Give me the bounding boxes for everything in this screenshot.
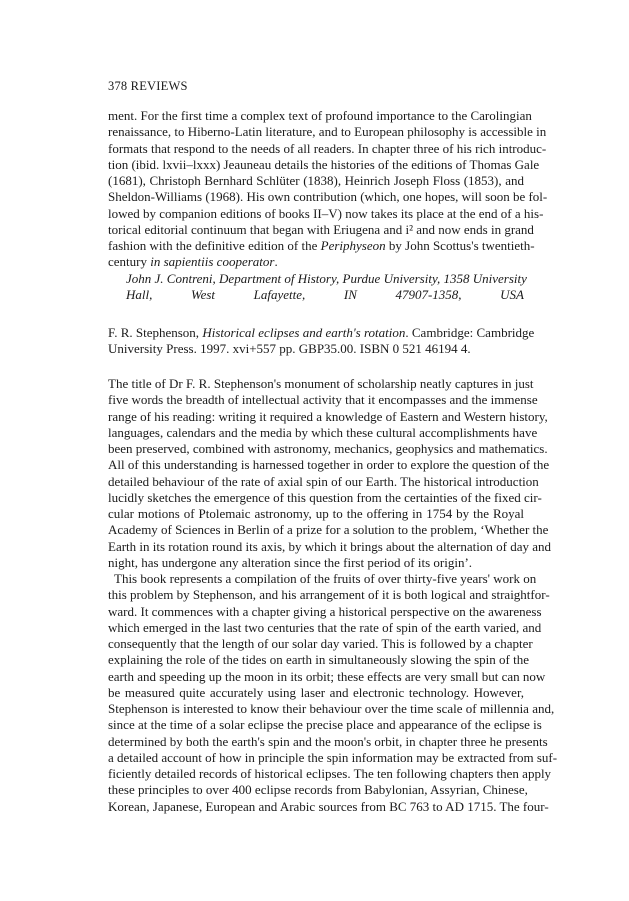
text-line: be measured quite accurately using laser and electronic technology. However, [108,684,524,700]
text-line: formats that respond to the needs of all readers. In chapter three of his rich introduc- [108,140,547,156]
text-line: cular motions of Ptolemaic astronomy, up to the offering in 1754 by the Royal [108,506,524,521]
text-line: torical editorial continuum that began with Eriugena and i² and now ends in grand [108,221,534,237]
review-continuation [108,108,548,303]
text-line: lowed by companion editions of books II–V) now takes its place at the end of a his- [108,205,544,221]
text-line [108,238,535,254]
text-line: (1681), Christoph Bernhard Schlüter (1838), Heinrich Joseph Floss (1853), and [108,173,524,188]
text-line: This book represents a compilation of the fruits of over thirty-five years' work on [114,571,537,586]
text-line: ment. For the first time a complex text of profound importance to the Carolingian [108,108,532,123]
book-author: F. R. Stephenson, [108,325,203,340]
text-line: Sheldon-Williams (1968). His own contribution (which, one hopes, will soon be fol- [108,189,548,205]
publisher-info: . Cambridge: Cambridge [405,325,535,340]
text-line: these principles to over 400 eclipse records from Babylonian, Assyrian, Chinese, [108,782,528,798]
text-line: earth and speeding up the moon in its orbit; these effects are very small but can now [108,668,546,684]
citation-line: University Press. 1997. xvi+557 pp. GBP35.00. ISBN 0 521 46194 4. [108,341,471,357]
book-title: Historical eclipses and earth's rotation [202,325,406,340]
text-segment: century [108,254,151,270]
text-line: been preserved, combined with astronomy, mechanics, geophysics and mathematics. [108,441,548,456]
paragraph [108,376,551,571]
book-title: Periphyseon [320,238,386,253]
reviewer-affiliation: Hall, West Lafayette, IN 47907-1358, USA [126,286,524,302]
text-line: languages, calendars and the media by which these cultural accomplishments have [108,424,538,440]
text-line: Academy of Sciences in Berlin of a prize for a solution to the problem, ‘Whether the [108,522,549,538]
text-line: which emerged in the last two centuries that the rate of spin of the earth varied, and [108,619,542,635]
citation-line [108,325,535,341]
text-line: detailed behaviour of the rate of axial spin of our Earth. The historical introduction [108,473,539,489]
text-line: ficiently detailed records of historical eclipses. The ten following chapters then apply [108,766,552,781]
text-segment: fashion with the definitive edition of the [108,238,321,253]
text-line: night, has undergone any alteration since the first period of its origin’. [108,554,473,570]
text-line: a detailed account of how in principle the spin information may be extracted from suf- [108,749,558,765]
text-line: consequently that the length of our solar day varied. This is followed by a chapter [108,636,533,651]
text-line: lucidly sketches the emergence of this question from the certainties of the fixed cir- [108,489,542,505]
text-segment: by John Scottus's twentieth- [385,238,535,253]
text-line: five words the breadth of intellectual activity that it encompasses and the immense [108,392,538,408]
text-line: Earth in its rotation round its axis, by which it brings about the alternation of day and [108,538,551,554]
running-head: 378 REVIEWS [108,79,188,93]
text-segment: . [274,254,278,270]
text-line: All of this understanding is harnessed together in order to explore the question of the [108,457,550,473]
text-line: renaissance, to Hiberno-Latin literature, and to European philosophy is accessible in [108,124,547,140]
text-line: ward. It commences with a chapter giving a historical perspective on the awareness [108,603,542,619]
latin-phrase: in sapientiis cooperator [150,254,275,270]
text-line: range of his reading: writing it required a knowledge of Eastern and Western history, [108,408,548,424]
reviewer-signature: John J. Contreni, Department of History, Purdue University, 1358 University [126,270,527,286]
text-line: explaining the role of the tides on earth in simultaneously slowing the spin of the [108,652,529,668]
review-body [108,376,558,815]
text-line: The title of Dr F. R. Stephenson's monument of scholarship neatly captures in just [108,376,534,391]
text-line: this problem by Stephenson, and his arrangement of it is both logical and straightfor- [108,587,550,603]
book-citation [108,325,535,358]
text-line: since at the time of a solar eclipse the precise place and appearance of the eclipse is [108,717,542,733]
paragraph [108,571,558,815]
text-line: tion (ibid. lxvii–lxxx) Jeauneau details the histories of the editions of Thomas Gale [108,156,540,172]
text-line: Korean, Japanese, European and Arabic sources from BC 763 to AD 1715. The four- [108,798,549,814]
text-line [108,254,524,270]
text-line: Stephenson is interested to know their behaviour over the time scale of millennia and, [108,701,555,716]
text-line: determined by both the earth's spin and the moon's orbit, in chapter three he presents [108,733,548,749]
